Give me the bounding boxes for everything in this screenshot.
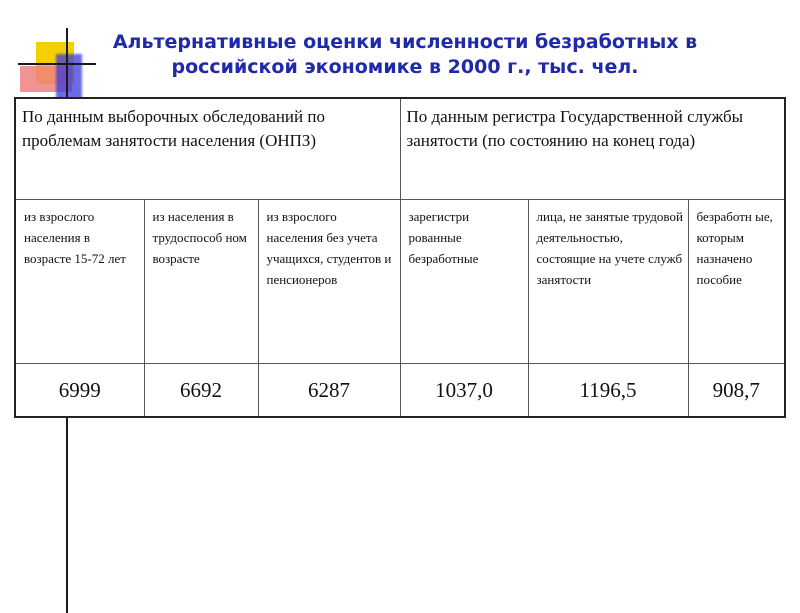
table-subheader-row xyxy=(15,200,785,364)
table-group-header-row xyxy=(15,98,785,200)
value-cell: 6287 xyxy=(258,364,400,418)
header-survey-data: По данным выборочных обследований по проблемам занятости населения (ОНПЗ) xyxy=(15,98,400,200)
unemployment-table xyxy=(14,97,786,418)
subheader-cell: из взрослого населения в возрасте 15-72 лет xyxy=(15,200,144,364)
table-values-row xyxy=(15,364,785,418)
value-cell: 6692 xyxy=(144,364,258,418)
subheader-cell: зарегистри рованные безработные xyxy=(400,200,528,364)
value-cell: 908,7 xyxy=(688,364,785,418)
value-cell: 6999 xyxy=(15,364,144,418)
subheader-cell: лица, не занятые трудовой деятельностью, состоящие на учете служб занятости xyxy=(528,200,688,364)
slide-title: Альтернативные оценки численности безработных в российской экономике в 2000 г., тыс. чел. xyxy=(112,31,698,78)
value-cell: 1037,0 xyxy=(400,364,528,418)
value-cell: 1196,5 xyxy=(528,364,688,418)
header-registry-data: По данным регистра Государственной службы занятости (по состоянию на конец года) xyxy=(400,98,785,200)
subheader-cell: из взрослого населения без учета учащихся, студентов и пенсионеров xyxy=(258,200,400,364)
subheader-cell: безработн ые, которым назначено пособие xyxy=(688,200,785,364)
subheader-cell: из населения в трудоспособ ном возрасте xyxy=(144,200,258,364)
